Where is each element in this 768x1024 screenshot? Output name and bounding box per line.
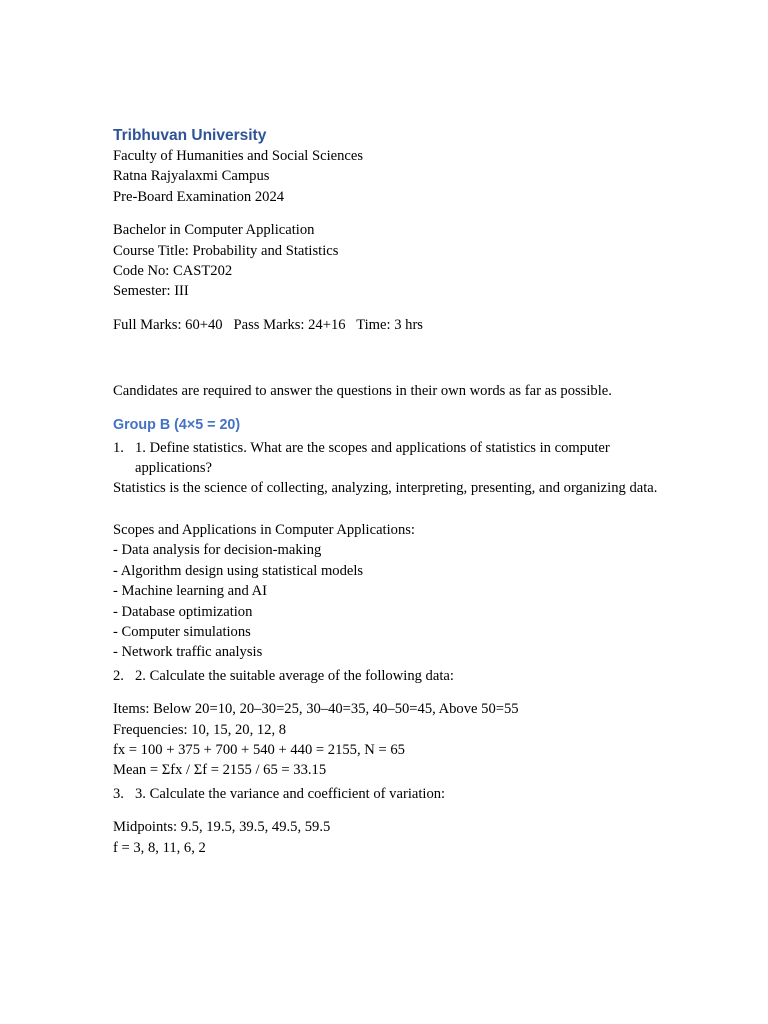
answer-heading: Scopes and Applications in Computer Applications: [113, 521, 415, 538]
question-1 [113, 438, 658, 479]
answer-2 [113, 699, 658, 781]
question-text: 3. Calculate the variance and coefficient of variation: [135, 785, 446, 802]
answer-line: Items: Below 20=10, 20–30=25, 30–40=35, 40–50=45, Above 50=55 [113, 701, 519, 718]
list-item: - Database optimization [113, 603, 253, 620]
answer-line: fx = 100 + 375 + 700 + 540 + 440 = 2155, N = 65 [113, 741, 405, 758]
list-item: - Network traffic analysis [113, 644, 263, 661]
list-item: - Computer simulations [113, 623, 251, 640]
instructions [113, 381, 658, 401]
program-line: Bachelor in Computer Application [113, 222, 315, 239]
answer-line: Midpoints: 9.5, 19.5, 39.5, 49.5, 59.5 [113, 819, 331, 836]
answer-3 [113, 817, 658, 858]
exam-document [113, 126, 658, 858]
semester-line: Semester: III [113, 283, 189, 300]
question-2 [113, 666, 658, 686]
group-heading: Group B (4×5 = 20) [113, 416, 241, 433]
question-number: 1. [113, 439, 124, 456]
question-3 [113, 784, 658, 804]
exam-line: Pre-Board Examination 2024 [113, 188, 285, 205]
course-code-line: Code No: CAST202 [113, 263, 233, 280]
marks-line [113, 315, 658, 335]
course-block [113, 220, 658, 302]
answer-line: f = 3, 8, 11, 6, 2 [113, 839, 206, 856]
list-item: - Algorithm design using statistical models [113, 562, 364, 579]
list-item: - Machine learning and AI [113, 583, 267, 600]
course-title-line: Course Title: Probability and Statistics [113, 242, 339, 259]
answer-intro-text: Statistics is the science of collecting, analyzing, interpreting, presenting, and organizing data. [113, 480, 658, 497]
question-number: 3. [113, 785, 124, 802]
answer-line: Frequencies: 10, 15, 20, 12, 8 [113, 721, 287, 738]
list-item: - Data analysis for decision-making [113, 542, 322, 559]
answer-1-list [113, 520, 658, 663]
campus-line: Ratna Rajyalaxmi Campus [113, 168, 270, 185]
university-title: Tribhuvan University [113, 127, 267, 144]
answer-1-intro [113, 478, 658, 498]
faculty-line: Faculty of Humanities and Social Sciences [113, 148, 364, 164]
question-text: 2. Calculate the suitable average of the following data: [135, 667, 454, 684]
header-block [113, 146, 658, 207]
marks-text: Full Marks: 60+40 Pass Marks: 24+16 Time: 3 hrs [113, 316, 423, 333]
question-text: 1. Define statistics. What are the scopes and applications of statistics in computer applications? [135, 439, 610, 477]
question-number: 2. [113, 667, 124, 684]
answer-line: Mean = Σfx / Σf = 2155 / 65 = 33.15 [113, 762, 327, 779]
instructions-text: Candidates are required to answer the questions in their own words as far as possible. [113, 383, 612, 400]
